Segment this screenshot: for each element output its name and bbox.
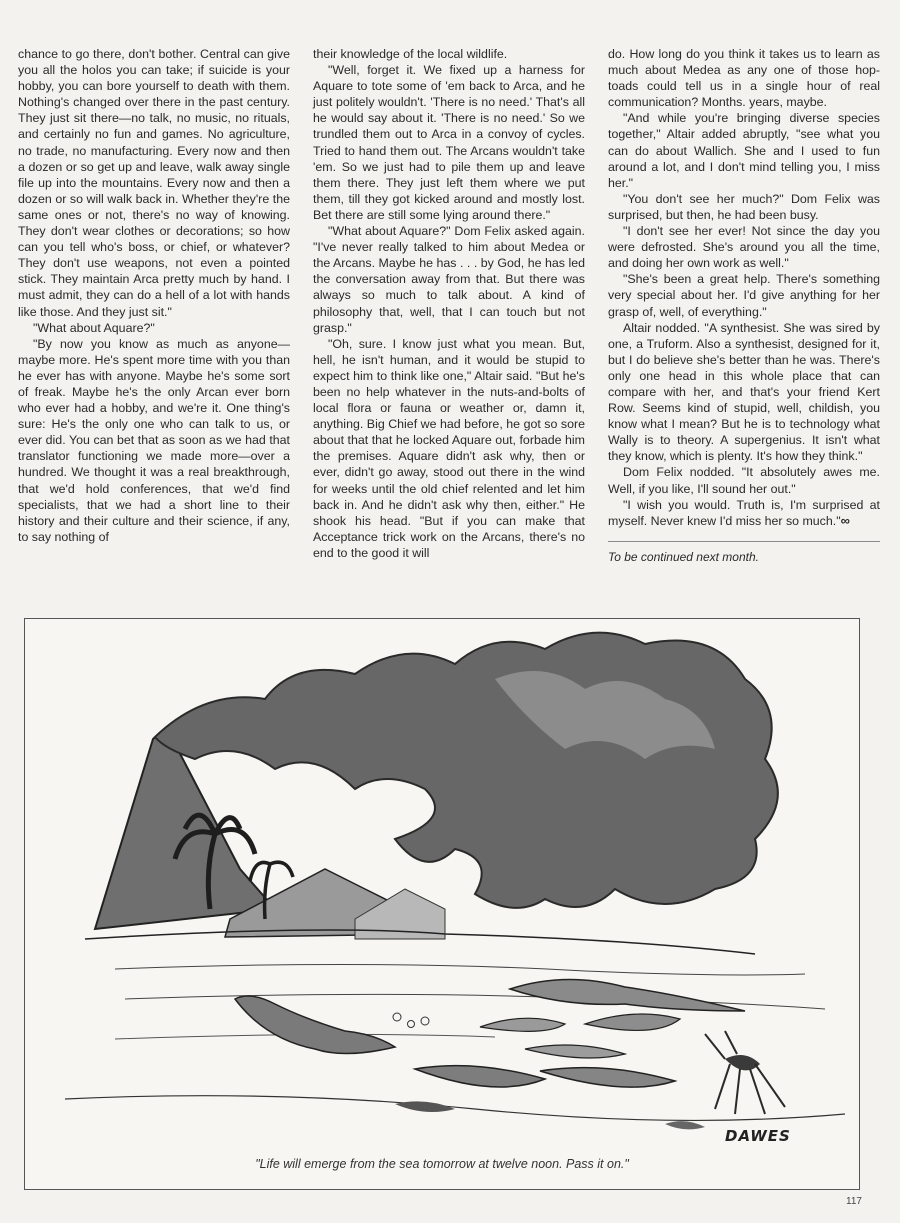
divider [608, 541, 880, 542]
column-2 [313, 46, 585, 606]
paragraph: "What about Aquare?" Dom Felix asked again. "I've never really talked to him about Medea or the Arcans. Maybe he has . . . by God, he has led the conversation away from that. But there was always so much to talk about. A kind of philosophy that, well, that I can touch but not grasp." [313, 224, 585, 335]
paragraph: "Well, forget it. We fixed up a harness for Aquare to tote some of 'em back to Arca, and he just politely wouldn't. 'There is no need.' That's all he would say about it. 'There is no need.' So we trundled them out to Arca in a convoy of cycles. Tried to hand them out. The Arcans wouldn't take 'em. So we just had to pile them up and leave them there. They just left them where we put them, till they got kicked around and mostly lost. Bet there are still some lying around there." [313, 63, 585, 222]
seabed [65, 1096, 845, 1121]
volcano-shape [95, 735, 275, 929]
creature-insect [725, 1055, 760, 1070]
creature-fish [480, 1018, 565, 1031]
paragraph: "You don't see her much?" Dom Felix was surprised, but then, he had been busy. [608, 191, 880, 222]
creature-insect-legs [705, 1031, 785, 1114]
creature-newt [415, 1066, 545, 1087]
end-mark-icon: ∞ [840, 512, 849, 528]
bubble [421, 1017, 429, 1025]
cartoon-caption: "Life will emerge from the sea tomorrow at twelve noon. Pass it on." [255, 1157, 629, 1171]
paragraph: "What about Aquare?" [33, 320, 155, 335]
article-columns [18, 46, 880, 606]
creature-fish [585, 1014, 680, 1030]
paragraph: "I don't see her ever! Not since the day you were defrosted. She's around you all the time, and doing her own work as well." [608, 224, 880, 271]
paragraph: "She's been a great help. There's something very special about her. I'd give anything for her grasp of, well, of everything." [608, 272, 880, 319]
paragraph [608, 497, 880, 529]
paragraph: their knowledge of the local wildlife. [313, 47, 508, 61]
bubble [408, 1021, 415, 1028]
paragraph: do. How long do you think it takes us to learn as much about Medea as any one of those hop-toads could tell us in a single hour of real communication? Months. years, maybe. [608, 47, 880, 110]
column-3 [608, 46, 880, 606]
creature-fish [525, 1045, 625, 1058]
paragraph: "And while you're bringing diverse species together," Altair added abruptly, "see what you can do about Wallich. She and I used to fun around a lot, and I don't mind telling you, I miss her." [608, 111, 880, 190]
paragraph: "Oh, sure. I know just what you mean. But, hell, he isn't human, and it would be stupid to expect him to think like one," Altair said. "But he's been no help whatever in the nuts-and-bolts of local flora or fauna or weather or, damn it, anything. Big Chief we had before, he got so sore about that that he locked Aquare out, forbade him the premises. Aquare didn't ask why, then or ever, didn't go away, stood out there in the wind for weeks until the old chief relented and let him back in. And he didn't ask why then, either." He shook his head. "But if you can make that Acceptance trick work on the Arcans, there's no end to the good it will [313, 336, 585, 560]
last-paragraph-text: "I wish you would. Truth is, I'm surprised at myself. Never knew I'd miss her so much." [608, 497, 880, 528]
cartoon-illustration [25, 619, 859, 1189]
smoke-cloud [155, 633, 778, 908]
cartoon [24, 618, 860, 1190]
paragraph: "By now you know as much as anyone—maybe more. He's spent more time with you than he ever has with anyone. Maybe he's some sort of freak. Maybe he's the only Arcan ever born who ever had a hobby, and we're it. One thing's sure: He's the only one who can talk to us, or ever did. You can bet that as soon as we had that translator functioning we made more—over a hundred. We thought it was a real breakthrough, that we'd hold conferences, that we'd find specialists, that we had a short line to their history and their culture and their science, if any, to say nothing of [18, 336, 290, 544]
creature-salamander [235, 996, 395, 1054]
page-number: 117 [846, 1196, 862, 1207]
water-line [115, 964, 805, 975]
paragraph: chance to go there, don't bother. Central can give you all the holos you can take; if suicide is your hobby, you can bore yourself to death with them. Nothing's changed over there in the past century. They just sit there—no talk, no music, no rituals, and certainly no fun and games. No agriculture, no trade, no manufacturing. Every now and then a dozen or so get up and leave, walk away single file up into the mountains. Every now and then a dozen or so will walk back in. Whether they're the same ones or not, there's no way of knowing. They don't wear clothes or decorations; so how can you tell who's boss, or chief, or whatever? They don't use weapons, not even a pointed stick. They maintain Arca pretty much by hand. I must admit, they can do a hell of a lot with hands like those. And they just sit." [18, 47, 290, 319]
paragraph: Dom Felix nodded. "It absolutely awes me. Well, if you like, I'll sound her out." [608, 465, 880, 496]
paragraph: Altair nodded. "A synthesist. She was sired by one, a Truform. Also a synthesist, designed for it, but I do believe she's better than he was. There's only one head in this whole place that can compare with her, and that's your friend Kert Row. Seems kind of stupid, well, childish, you know what I mean? But he is to technology what Wally is to theory. A supergenius. It isn't what they know, which is plenty. It's how they think." [608, 320, 880, 464]
continued-note: To be continued next month. [608, 549, 759, 564]
cartoonist-signature: DAWES [725, 1127, 791, 1145]
creature-newt [540, 1068, 675, 1087]
creature-lizard [510, 979, 745, 1011]
bubble [393, 1013, 401, 1021]
seabed-rock [395, 1101, 455, 1112]
seabed-rock [665, 1121, 705, 1129]
column-1 [18, 46, 290, 606]
